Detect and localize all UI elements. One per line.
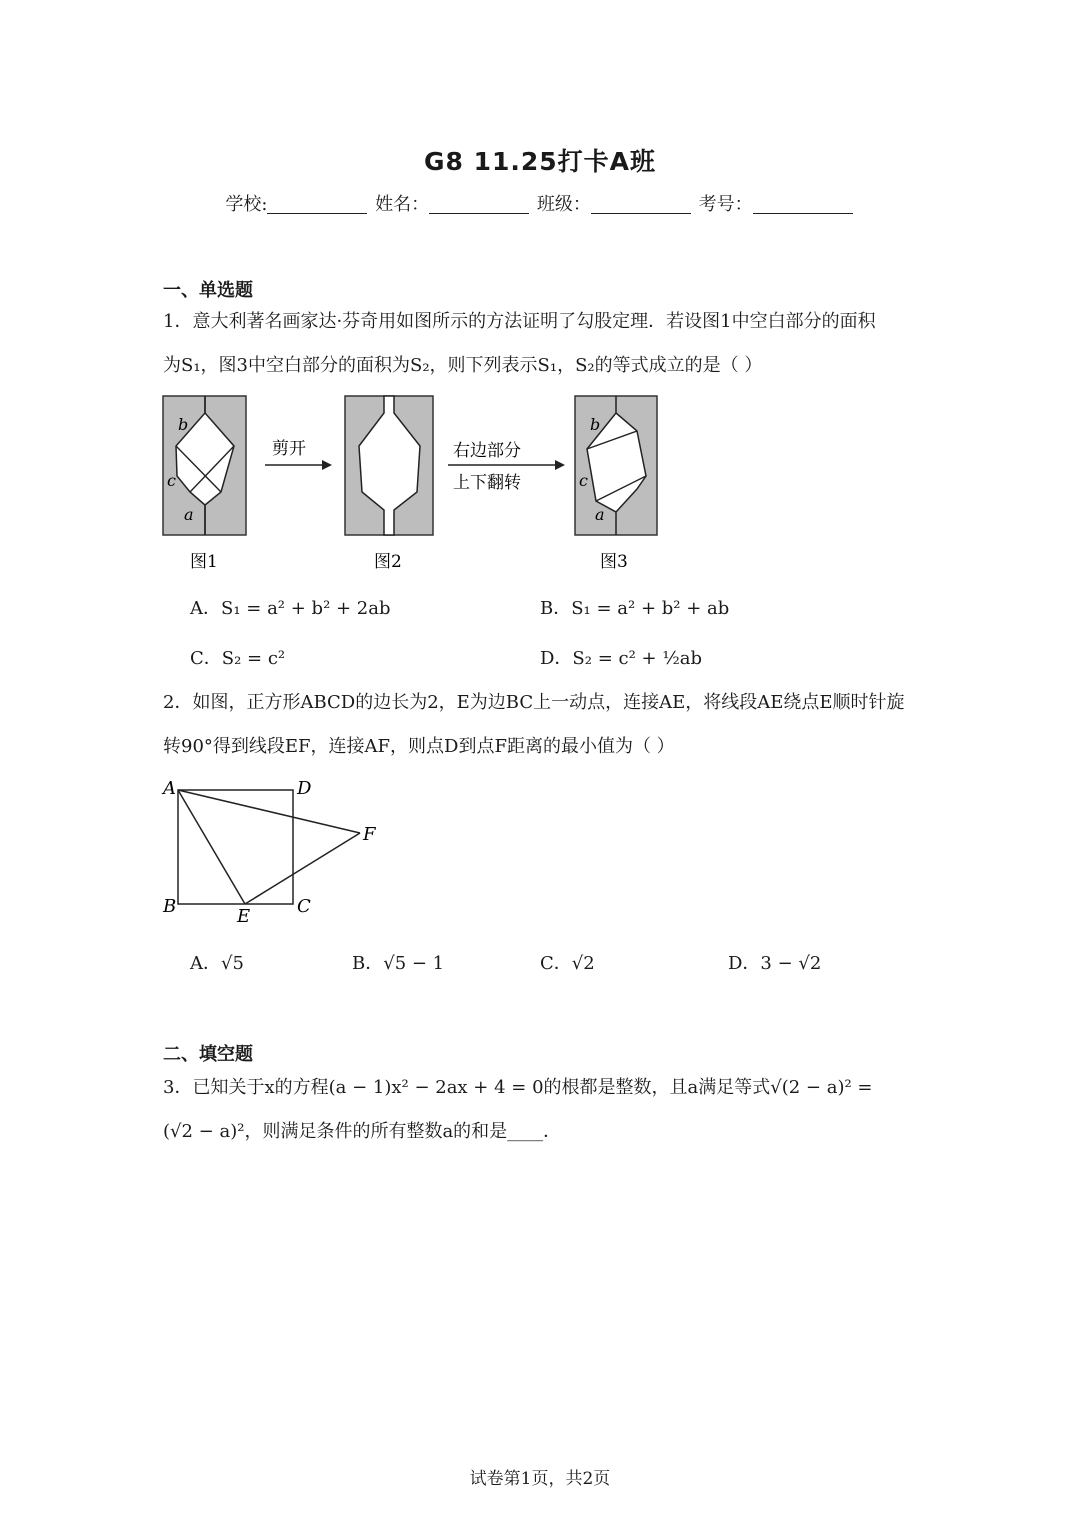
caption-figure-1: 图1 [190,552,218,572]
fig3-label-b: b [590,415,601,434]
question-2-figure [155,770,395,930]
question-1-line-1: 1．意大利著名画家达·芬奇用如图所示的方法证明了勾股定理．若设图1中空白部分的面积 [163,311,876,332]
caption-figure-2: 图2 [374,552,402,572]
q1-option-d[interactable]: D．S₂ = c² + ½ab [540,648,703,669]
q1-option-b[interactable]: B．S₁ = a² + b² + ab [540,598,730,619]
fig1-label-a: a [184,505,194,524]
fig1-label-c: c [167,471,176,490]
q1-option-c[interactable]: C．S₂ = c² [190,648,286,669]
arrow-cut [265,439,332,470]
school-label: 学校: [225,194,268,215]
arrow-cut-label: 剪开 [272,439,306,459]
figure-2 [345,396,433,535]
q1-option-a[interactable]: A．S₁ = a² + b² + 2ab [190,598,391,619]
question-3-line-1: 3．已知关于x的方程(a − 1)x² − 2ax + 4 = 0的根都是整数，且a满足等式√(2 − a)² = [163,1077,873,1098]
question-3 [163,1066,943,1154]
point-label-e: E [237,906,251,927]
question-1 [163,300,923,388]
question-2-line-2: 转90°得到线段EF，连接AF，则点D到点F距离的最小值为（ ） [163,736,675,757]
fig3-label-c: c [579,471,588,490]
arrow-flip-line-1: 右边部分 [453,441,521,461]
fig1-label-b: b [178,415,189,434]
class-blank[interactable] [591,195,691,214]
name-label: 姓名： [375,194,430,215]
arrow-flip [448,441,565,493]
q2-option-a[interactable]: A．√5 [190,953,244,974]
question-3-line-2[interactable]: (√2 − a)²，则满足条件的所有整数a的和是____． [163,1121,562,1142]
q2-option-b[interactable]: B．√5 − 1 [352,953,445,974]
point-label-f: F [363,824,376,845]
page-footer: 试卷第1页，共2页 [469,1469,611,1489]
question-2 [163,681,923,769]
q2-option-d[interactable]: D．3 − √2 [728,953,822,974]
question-1-figure [150,390,680,580]
figure-1 [163,396,246,535]
caption-figure-3: 图3 [600,552,628,572]
id-label: 考号： [698,194,753,215]
figure-3 [575,396,657,535]
school-blank[interactable] [267,195,367,214]
id-blank[interactable] [753,195,853,214]
point-label-d: D [297,778,312,799]
page-title: G8 11.25打卡A班 [423,147,657,176]
question-2-line-1: 2．如图，正方形ABCD的边长为2，E为边BC上一动点，连接AE，将线段AE绕点E顺时针旋 [163,692,905,713]
class-label: 班级： [536,194,591,215]
name-blank[interactable] [429,195,529,214]
arrow-flip-line-2: 上下翻转 [453,473,521,493]
segment-ef [245,833,360,904]
point-label-c: C [297,896,311,917]
fig3-label-a: a [595,505,605,524]
q2-option-c[interactable]: C．√2 [540,953,595,974]
segment-ae [178,790,245,904]
point-label-b: B [163,896,177,917]
section-heading-single-choice: 一、单选题 [163,280,253,301]
point-label-a: A [163,778,176,799]
student-info-row [0,190,1080,216]
section-heading-fill-blank: 二、填空题 [163,1044,253,1065]
segment-af [178,790,360,833]
question-1-line-2: 为S₁，图3中空白部分的面积为S₂，则下列表示S₁，S₂的等式成立的是（ ） [163,355,763,376]
